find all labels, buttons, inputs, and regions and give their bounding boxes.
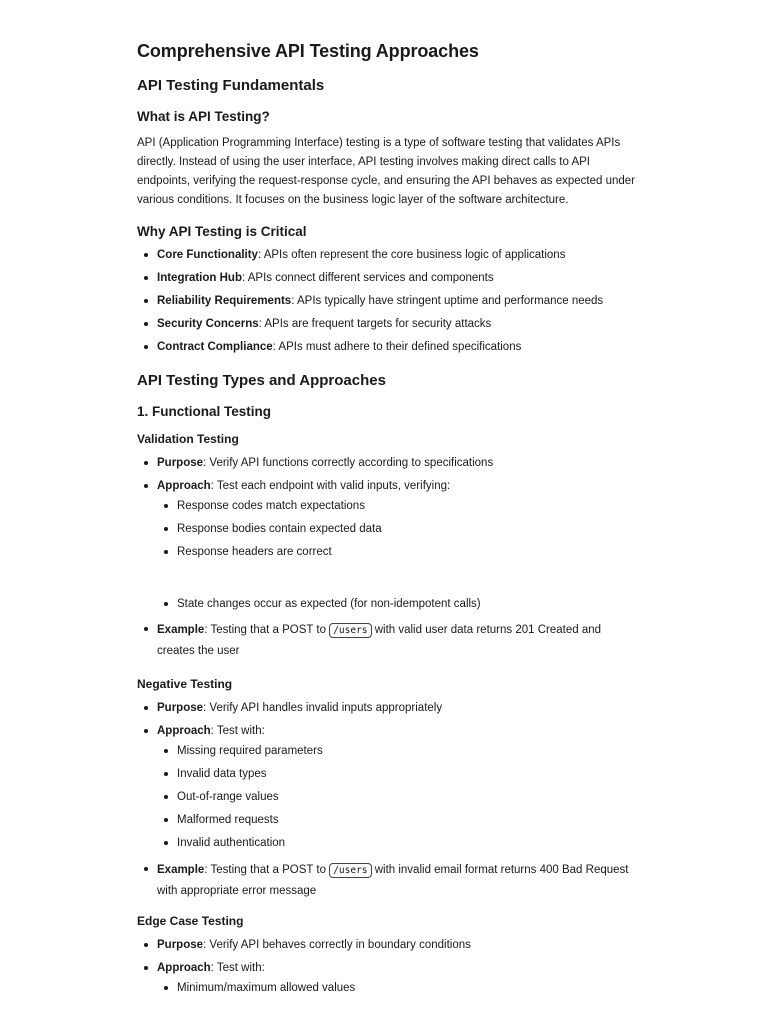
list-item-term: Core Functionality [157, 249, 258, 261]
list-item-term: Contract Compliance [157, 341, 273, 353]
list-item [137, 315, 637, 333]
list-item: Malformed requests [157, 811, 637, 829]
list-item-text: : Test each endpoint with valid inputs, verifying: [210, 480, 451, 492]
list-item-text: : Verify API behaves correctly in boundary conditions [203, 939, 471, 951]
list-item-text: : Testing that a POST to [204, 864, 330, 876]
section-heading-types: API Testing Types and Approaches [137, 372, 386, 389]
list-item [137, 246, 637, 264]
list-item-text: with valid user data returns 201 Created and creates the user [157, 624, 602, 657]
list-item [137, 269, 637, 287]
list-item [137, 292, 637, 310]
subheading-validation-testing: Validation Testing [137, 432, 239, 446]
list-item-text: : APIs typically have stringent uptime and performance needs [291, 295, 604, 307]
list-item-text: with invalid email format returns 400 Bad Request with appropriate error message [157, 864, 629, 897]
list-item-term: Reliability Requirements [157, 295, 292, 307]
list-item-text: : APIs often represent the core business logic of applications [257, 249, 566, 261]
negative-sublist [157, 742, 637, 852]
edge-list [137, 936, 637, 977]
list-item: Response headers are correct [157, 543, 637, 561]
why-critical-list [137, 246, 637, 356]
list-item-term: Purpose [157, 939, 204, 951]
list-item-term: Integration Hub [157, 272, 242, 284]
subheading-what-is-api-testing: What is API Testing? [137, 109, 270, 124]
subheading-functional-testing: 1. Functional Testing [137, 404, 272, 419]
subheading-negative-testing: Negative Testing [137, 677, 233, 691]
inline-code: /users [329, 623, 371, 638]
section-heading-fundamentals: API Testing Fundamentals [137, 77, 325, 94]
list-item-term: Security Concerns [157, 318, 259, 330]
list-item [137, 860, 637, 901]
list-item-text: : Test with: [210, 725, 265, 737]
list-item-text: : Verify API handles invalid inputs appropriately [203, 702, 443, 714]
list-item-text: : Verify API functions correctly according to specifications [203, 457, 494, 469]
list-item-term: Approach [157, 480, 211, 492]
list-item: Response bodies contain expected data [157, 520, 637, 538]
list-item [137, 936, 637, 954]
list-item: Minimum/maximum allowed values [157, 979, 637, 997]
list-item [137, 699, 637, 717]
list-item: State changes occur as expected (for non-idempotent calls) [157, 595, 637, 613]
negative-list [137, 699, 637, 740]
list-item: Missing required parameters [157, 742, 637, 760]
list-item: Invalid data types [157, 765, 637, 783]
list-item [137, 477, 637, 495]
list-item: Response codes match expectations [157, 497, 637, 515]
edge-sublist [157, 979, 637, 997]
validation-list [137, 454, 637, 495]
list-item [137, 959, 637, 977]
list-item-term: Purpose [157, 457, 204, 469]
validation-sublist [157, 497, 637, 613]
list-item-term: Approach [157, 725, 211, 737]
page-title: Comprehensive API Testing Approaches [137, 41, 479, 61]
list-item-term: Purpose [157, 702, 204, 714]
list-item-term: Example [157, 864, 205, 876]
list-item-text: : APIs must adhere to their defined specifications [272, 341, 522, 353]
paragraph-what-is-api-testing: API (Application Programming Interface) testing is a type of software testing that validates APIs directly. Instead of using the user interface, API testing involves making direct calls to API endpoints, verifying the request-response cycle, and ensuring the API behaves as expected under various conditions. It focuses on the business logic layer of the software architecture. [137, 137, 636, 206]
list-item [137, 454, 637, 472]
subheading-why-critical: Why API Testing is Critical [137, 224, 307, 239]
inline-code: /users [329, 863, 371, 878]
list-item-text: : APIs are frequent targets for security attacks [258, 318, 492, 330]
negative-example-list [137, 860, 637, 901]
list-item [137, 722, 637, 740]
list-item-text: : Test with: [210, 962, 265, 974]
list-item: Out-of-range values [157, 788, 637, 806]
list-item [137, 338, 637, 356]
subheading-edge-case-testing: Edge Case Testing [137, 914, 244, 928]
validation-example-list [137, 620, 637, 662]
list-item-text: : Testing that a POST to [204, 624, 330, 636]
list-item-term: Example [157, 624, 205, 636]
list-item-text: : APIs connect different services and components [241, 272, 494, 284]
list-item: Invalid authentication [157, 834, 637, 852]
list-item-term: Approach [157, 962, 211, 974]
list-item [137, 620, 637, 662]
